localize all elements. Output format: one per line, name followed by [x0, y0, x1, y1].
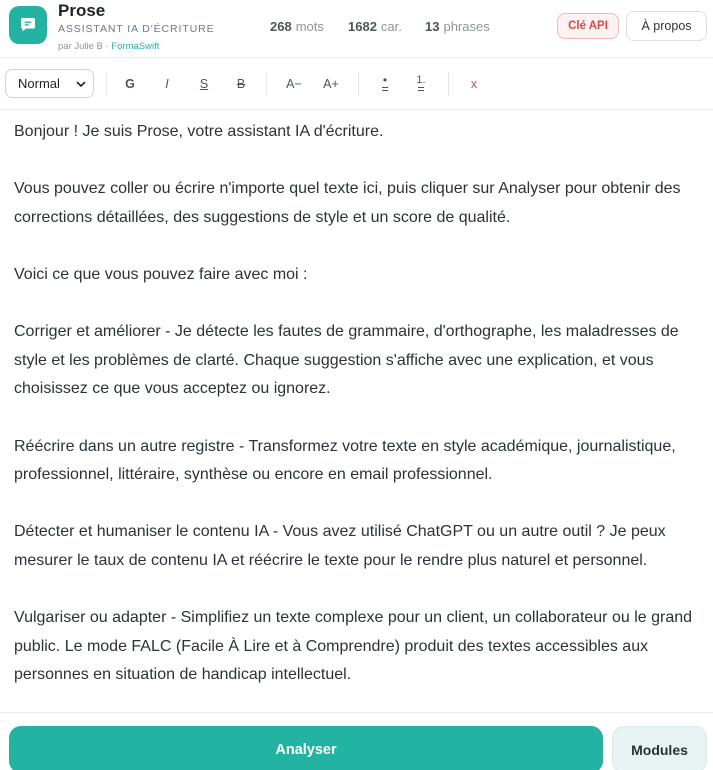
- editor-paragraph: Vulgariser ou adapter - Simplifiez un texte complexe pour un client, un collaborateur ou le grand public. Le mode FALC (Facile À Lire et à Comprendre) produit des textes accessibles aux personnes en situation de handicap intellectuel.: [14, 609, 693, 684]
- app-author: [58, 41, 159, 52]
- bullet-list-label: •: [382, 72, 388, 87]
- toolbar-divider: [448, 72, 449, 96]
- stat-sentences: [425, 19, 490, 34]
- toolbar-divider: [106, 72, 107, 96]
- chat-bubble-icon: [18, 15, 38, 35]
- editor-paragraph: Bonjour ! Je suis Prose, votre assistant IA d'écriture.: [14, 123, 384, 140]
- api-key-button[interactable]: Clé API: [557, 13, 619, 39]
- clear-format-button[interactable]: x: [470, 76, 478, 91]
- paragraph-style-select[interactable]: [5, 69, 94, 98]
- stat-words: [270, 19, 324, 34]
- about-button[interactable]: À propos: [626, 11, 707, 41]
- author-name: par Julie B ·: [58, 41, 112, 52]
- strikethrough-button[interactable]: B: [236, 76, 246, 91]
- toolbar-divider: [358, 72, 359, 96]
- stat-sentences-value: 13: [425, 19, 440, 34]
- editor-paragraph: Réécrire dans un autre registre - Transformez votre texte en style académique, journalistique, professionnel, littéraire, synthèse ou encore en email professionnel.: [14, 437, 676, 484]
- list-lines-icon: [380, 85, 390, 93]
- underline-button[interactable]: S: [199, 76, 209, 91]
- author-brand: FormaSwift: [111, 41, 160, 52]
- numbered-list-button[interactable]: [408, 69, 434, 98]
- editor-paragraph: Corriger et améliorer - Je détecte les fautes de grammaire, d'orthographe, les maladresses de style et les problèmes de clarté. Chaque suggestion s'affiche avec une explication, et vous choisissez ce que vous acceptez ou ignorez.: [14, 323, 679, 398]
- app-subtitle: ASSISTANT IA D'ÉCRITURE: [58, 23, 215, 35]
- decrease-font-button[interactable]: A−: [286, 76, 302, 91]
- increase-font-button[interactable]: A+: [323, 76, 339, 91]
- action-footer: [0, 712, 713, 770]
- stat-characters-label: car.: [380, 19, 402, 34]
- app-header: [0, 0, 713, 58]
- list-lines-icon: [416, 85, 426, 93]
- toolbar-divider: [266, 72, 267, 96]
- stat-characters-value: 1682: [348, 19, 377, 34]
- numbered-list-label: 1.: [416, 73, 426, 86]
- bold-button[interactable]: G: [125, 76, 135, 91]
- format-toolbar: [0, 58, 713, 110]
- modules-button[interactable]: Modules: [612, 726, 707, 770]
- italic-button[interactable]: I: [165, 76, 169, 91]
- app-title: Prose: [58, 1, 106, 20]
- stat-words-value: 268: [270, 19, 292, 34]
- paragraph-style-value: Normal: [18, 76, 60, 91]
- stat-characters: [348, 19, 402, 34]
- editor-paragraph: Détecter et humaniser le contenu IA - Vous avez utilisé ChatGPT ou un autre outil ? Je peux mesurer le taux de contenu IA et réécrire le texte pour le rendre plus naturel et personnel.: [14, 523, 666, 569]
- chevron-down-icon: [75, 78, 87, 90]
- bullet-list-button[interactable]: [372, 69, 398, 98]
- stat-words-label: mots: [295, 19, 324, 34]
- app-logo: [9, 6, 47, 44]
- text-editor[interactable]: [0, 110, 713, 712]
- analyse-button[interactable]: Analyser: [9, 726, 603, 770]
- editor-paragraph: Voici ce que vous pouvez faire avec moi :: [14, 265, 308, 283]
- editor-paragraph: Vous pouvez coller ou écrire n'importe quel texte ici, puis cliquer sur Analyser pour obtenir des corrections détaillées, des suggestions de style et un score de qualité.: [14, 180, 681, 226]
- stat-sentences-label: phrases: [443, 19, 490, 34]
